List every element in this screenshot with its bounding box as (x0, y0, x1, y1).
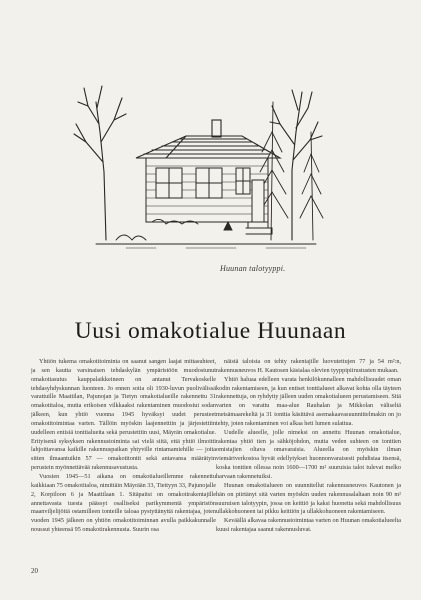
house-windows (156, 168, 250, 198)
right-tree (270, 90, 322, 240)
paragraph: Keväällä alkavaa rakennustoimintaa varten on Huunan omakotialueelta kuusi rakentajaa saanut rakennusluvat. (216, 517, 401, 534)
paragraph: Vuosien 1945—51 aikana on omakotialueillemme rakennettu kaikkiaan 75 omakotitaloa, nimittäin Mäyrään 33, Tiettyyn 33, Pajunojalle 2, Korpiloon 6 ja Maattilaan 1. Sitäpaitsi on omakotirakentajille annettavasta tuesta päässyt osalliseksi parikymmentä ympäristön maanviljelijöitä ostamilleen tonteille taloaa pystyttänyttä rakentajaa, joten vuoden 1945 jälkeen on yhtiön omakotitoiminnan avulla paikkakunnalle noussut yhteensä 95 omakotirakennusta. Suurin osa (31, 472, 216, 534)
page-number: 20 (31, 567, 38, 575)
article-column-left (31, 358, 216, 554)
ground-bushes (96, 219, 316, 248)
article-column-right (216, 358, 401, 554)
illustration-caption: Huunan talotyyppi. (220, 264, 286, 273)
article-title: Uusi omakotialue Huunaan (74, 318, 347, 344)
pine-trees (256, 102, 323, 240)
paragraph: Huunan omakotialueen on suunnitellut rakennusneuvos Kautonen ja hän on piirtänyt sitä varten myöskin uuden rakennusalaltaan noin 90 m² suuruisen talotyypin, jossa on keittiö ja kaksi huonetta sekä mahdollisuus ullakkohuoneen tai pikku keittiön ja ullakkohuoneen rakentamiseen. (216, 481, 401, 516)
paragraph: Yhtiön tukema omakotitoiminta on saanut sangen laajat mittasuhteet, ja sen kautta varsinaisen tehdaskylän ympäristöön muodostunut omakotiasutus kauppalaikkeineen on antanut Tervakoskelle tehdasyhdyskunnan luonteen. Jo ennen sotia oli 1930-luvun puolivälissä varattuille Maattilan, Pajunojan ja Tietyn omakotialueille rakennettu 31 omakotitaloa, mutta erikoisen vilkkaaksi rakentaminen muodostui sodan jälkeen, kun yhtiö vuonna 1945 hyväksyi uudet perusteet omakotitoimintaa varten. Tällöin myöskin laajennettiin ja järjestettiin uudelleen entisiä tonttialueita sekä perustettiin uusi, Mäyrän omakotialue. Erityisenä syksyksen rakennustoiminta sai vielä siitä, että yhtiö ilmoitti lahjoittavansa kaikille rakennuspaikan yhtyville rintamamiehille — joita sitten ilmaantuikin 57 — omakotitontit sekä antavansa määrätyin perustein myönnettävää rakennusavustusta. (31, 358, 216, 472)
paragraph: Yhtiö haluaa edelleen varata henkilökunnalleen mahdollisuudet oman kodin rakentamiseen, ja kun entiset tonttialueet alkavat kohta olla täyteen rakennettuja, on ryhdytty jälleen uuden omakotialueen perustamiseen. Sitä varten on varattu maa-alue Rauhalan ja Mikkolan väliseltä metsämaarekeltä ja 31 tonttia käsittävä asemakaavasuunnittelmakin on jo tehty, joten rakentaminen voi alkaa heti lumen sulattua. (216, 375, 401, 427)
house-illustration (66, 62, 328, 262)
left-tree (74, 86, 126, 240)
paragraph: näistä taloista on tehty rakentajille luovutettujen 77 ja 54 m²:n, rakennusneuvos H. Kautosen käsialaa olevien tyyppipiirustusten mukaan. (216, 358, 401, 374)
paragraph: Uudelle alueelle, jolle nimeksi on annettu Huunan omakotialue, rakentaa yhtiö tien ja sähköjohdon, mutta veden suhteen on tonttien omistajien oltava omavaraisia. Alueella on myöskin ilman viemäriverkostoa hyvät edellytykset huonnonvaraisesti puhdistaa itsensä, koska tonttien ollessa noin 1600—1700 m² suuruisia talot tulevat melko harvaan rakennetuiksi. (216, 428, 401, 480)
house-roof (136, 120, 280, 158)
